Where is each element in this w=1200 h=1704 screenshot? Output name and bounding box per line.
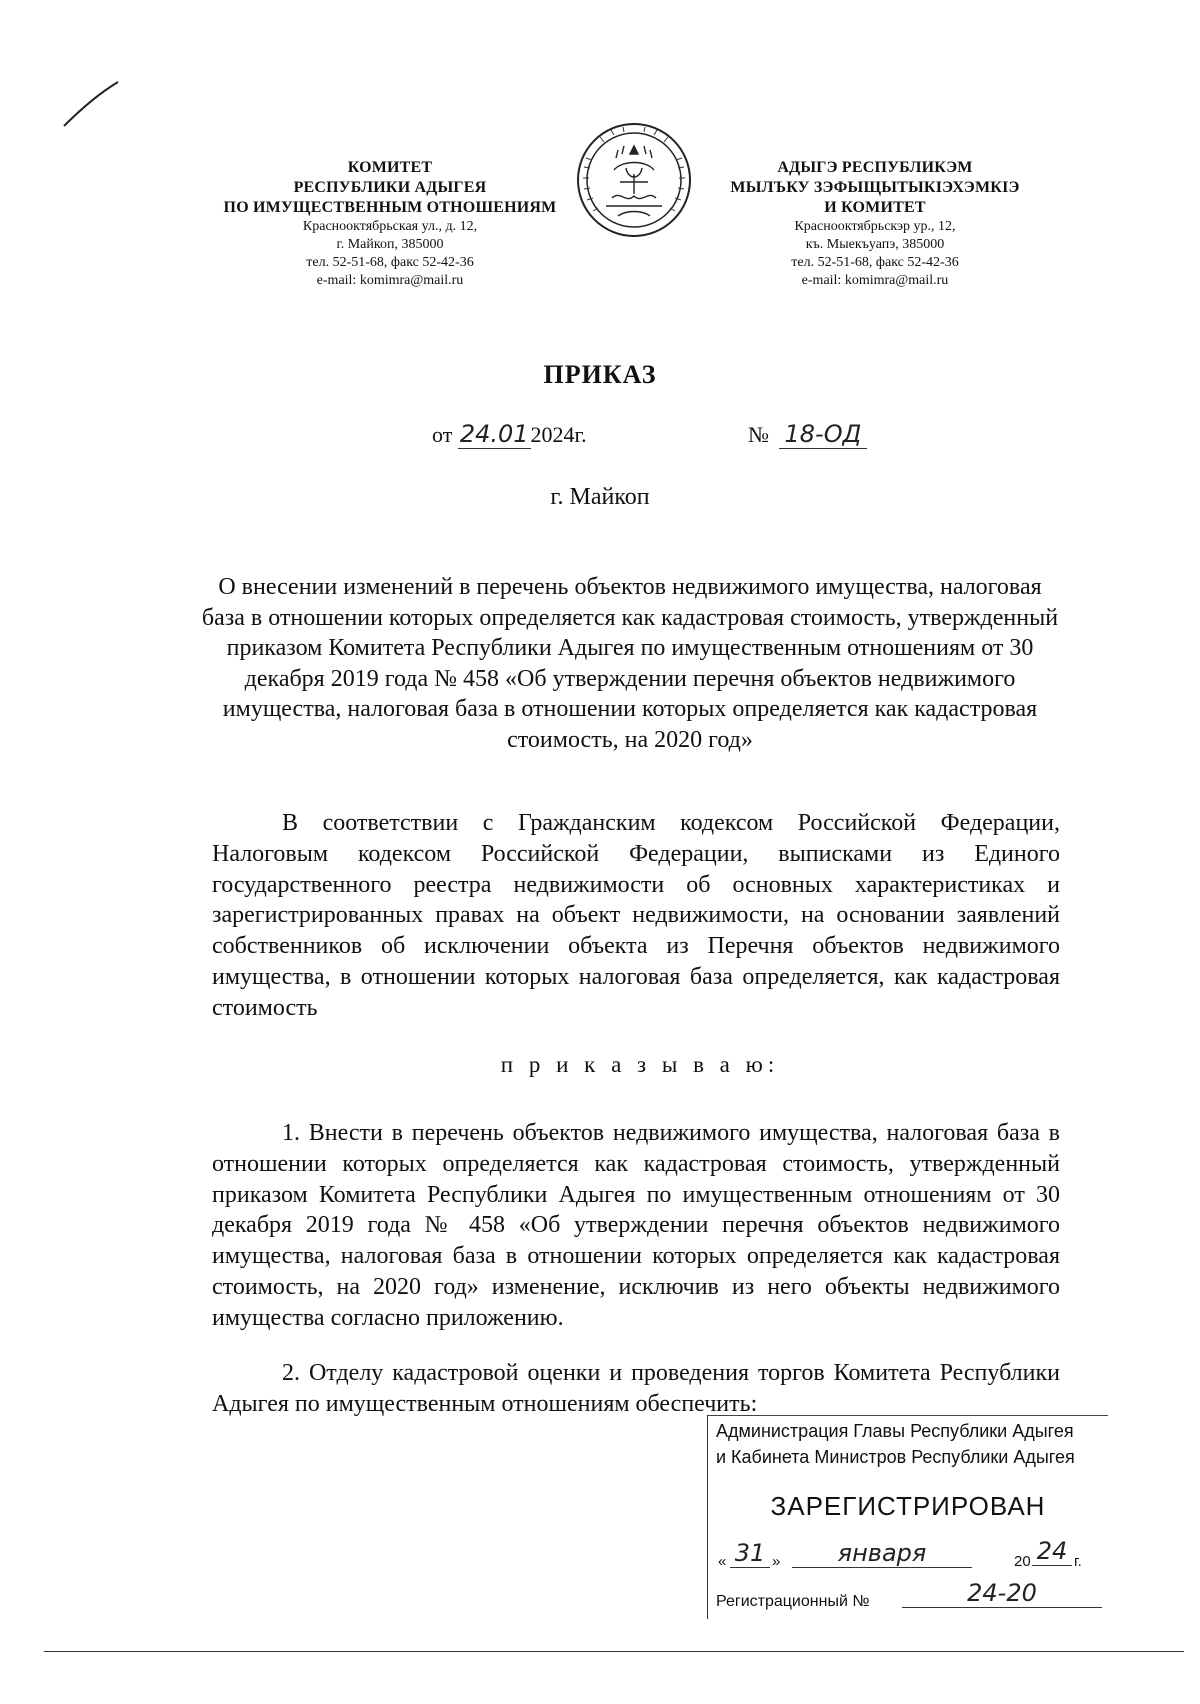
org-name-line3: ПО ИМУЩЕСТВЕННЫМ ОТНОШЕНИЯМ (223, 199, 557, 216)
bottom-rule (44, 1651, 1184, 1652)
order-word: п р и к а з ы в а ю: (500, 1052, 780, 1077)
phone-line: тел. 52-51-68, факс 52-42-36 (306, 255, 474, 270)
document-title: ПРИКАЗ (543, 360, 657, 389)
stamp-quote-open: « (718, 1553, 727, 1570)
document-number (748, 420, 867, 448)
header-right-block (715, 158, 1035, 290)
stamp-quote-close: » (772, 1553, 781, 1570)
item1-text: 1. Внести в перечень объектов недвижимого имущества, налоговая база в отношении которых определяется как кадастровая стоимость, утвержденный приказом Комитета Республики Адыгея по имущественным отношениям от 30 декабря 2019 года № 458 «Об утверждении перечня объектов недвижимого имущества, налоговая база в отношении которых определяется как кадастровая стоимость, на 2020 год» изменение, исключив из него объекты недвижимого имущества согласно приложению. (212, 1120, 1060, 1331)
org-name-line1: АДЫГЭ РЕСПУБЛИКЭМ (777, 159, 973, 176)
email-line: e-mail: komimra@mail.ru (801, 273, 949, 288)
number-prefix: № (748, 422, 769, 447)
preamble-paragraph (212, 808, 1060, 1024)
stamp-line1: Администрация Главы Республики Адыгея (716, 1421, 1074, 1441)
stamp-reg-number-handwritten: 24-20 (902, 1579, 1102, 1608)
date-handwritten: 24.01 (459, 420, 529, 448)
stamp-year-prefix: 20 (1014, 1553, 1031, 1570)
stamp-year-suffix: г. (1074, 1553, 1082, 1570)
phone-line: тел. 52-51-68, факс 52-42-36 (791, 255, 959, 270)
document-city: г. Майкоп (550, 484, 650, 510)
coat-of-arms-emblem (574, 120, 694, 242)
address-line2: г. Майкоп, 385000 (336, 237, 444, 252)
org-name-line3: И КОМИТЕТ (824, 199, 926, 216)
org-name-line2: МЫЛЪКУ ЗЭФЫЩЫТЫКIЭХЭМКIЭ (730, 179, 1020, 196)
preamble-text: В соответствии с Гражданским кодексом Российской Федерации, Налоговым кодексом Российской Федерации, выписками из Единого государственного реестра недвижимости об основных характеристиках и зарегистрированных правах на объект недвижимости, на основании заявлений собственников об исключении объекта из Перечня объектов недвижимого имущества, в отношении которых налоговая база определяется, как кадастровая стоимость (212, 810, 1060, 1021)
address-line1: Краснооктябрьскэр ур., 12, (794, 219, 956, 234)
date-suffix: 2024г. (530, 422, 587, 447)
stamp-year-handwritten: 24 (1032, 1537, 1072, 1566)
item2-text: 2. Отделу кадастровой оценки и проведения торгов Комитета Республики Адыгея по имущественным отношениям обеспечить: (212, 1360, 1060, 1417)
handwritten-slash-mark (60, 80, 120, 130)
stamp-top-rule (708, 1415, 1108, 1416)
stamp-reg-label: Регистрационный № (716, 1593, 870, 1610)
stamp-day-handwritten: 31 (730, 1539, 770, 1568)
number-handwritten: 18-ОД (779, 420, 868, 449)
address-line2: къ. Мыекъуапэ, 385000 (805, 237, 945, 252)
address-line1: Краснооктябрьская ул., д. 12, (302, 219, 478, 234)
date-prefix: от (432, 422, 453, 447)
document-date (432, 420, 587, 448)
item1-paragraph (212, 1118, 1060, 1334)
stamp-month-handwritten: января (792, 1539, 972, 1568)
document-subject: О внесении изменений в перечень объектов недвижимого имущества, налоговая база в отношении которых определяется как кадастровая стоимость, утвержденный приказом Комитета Республики Адыгея по имущественным отношениям от 30 декабря 2019 года № 458 «Об утверждении перечня объектов недвижимого имущества, налоговая база в отношении которых определяется как кадастровая стоимость, на 2020 год» (201, 574, 1059, 753)
stamp-registered: ЗАРЕГИСТРИРОВАН (770, 1491, 1046, 1521)
org-name-line2: РЕСПУБЛИКИ АДЫГЕЯ (293, 179, 487, 196)
stamp-line2: и Кабинета Министров Республики Адыгея (716, 1447, 1075, 1467)
registration-stamp (707, 1415, 1108, 1619)
item2-paragraph (212, 1358, 1060, 1420)
email-line: e-mail: komimra@mail.ru (316, 273, 464, 288)
header-left-block (190, 158, 590, 290)
org-name-line1: КОМИТЕТ (347, 159, 433, 176)
